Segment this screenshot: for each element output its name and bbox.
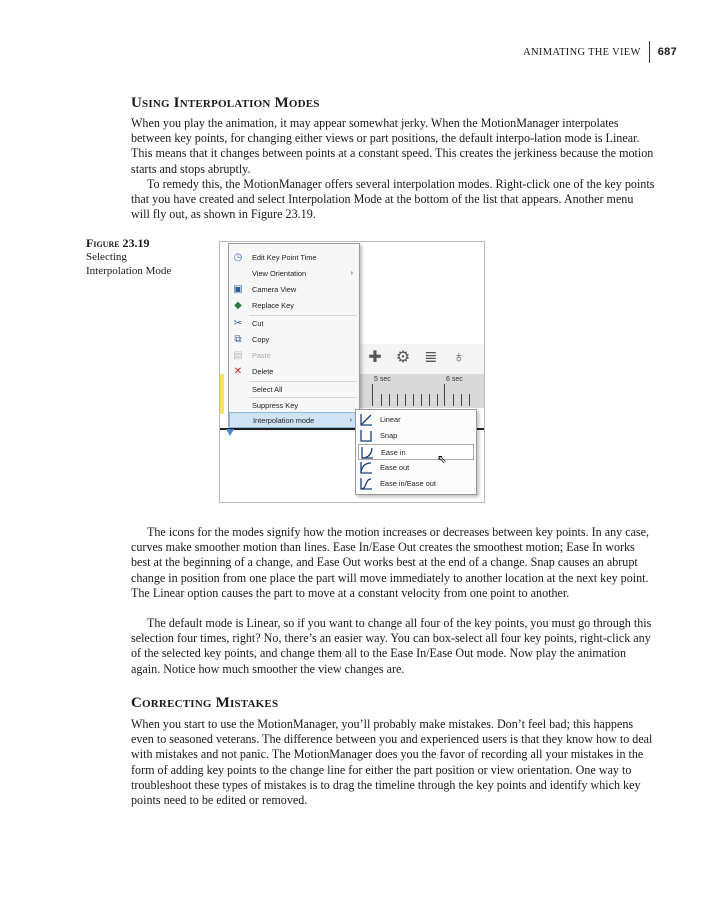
mouse-pointer-icon: ⇖ xyxy=(437,452,448,466)
scissors-icon: ✂ xyxy=(233,318,243,329)
running-head-title: ANIMATING THE VIEW xyxy=(523,46,641,58)
submenu-item-snap[interactable]: Snap xyxy=(358,428,474,444)
motor-icon: ⚙ xyxy=(395,349,411,366)
submenu-item-linear[interactable]: Linear xyxy=(358,412,474,428)
figure-label: Figure 23.19 xyxy=(86,236,150,250)
section-heading-interpolation: Using Interpolation Modes xyxy=(131,95,320,111)
menu-item-copy[interactable]: ⧉ Copy xyxy=(229,332,359,348)
menu-item-camera-view[interactable]: ▣ Camera View xyxy=(233,284,297,295)
menu-item-paste: ▤ Paste xyxy=(233,350,271,361)
menu-item-edit-key-point-time[interactable]: ◷ Edit Key Point Time xyxy=(233,252,317,263)
ruler-tick xyxy=(372,384,373,406)
timeline-highlight xyxy=(220,374,224,414)
figure-caption xyxy=(86,236,171,278)
context-menu xyxy=(228,243,360,427)
damper-icon: ♁ xyxy=(453,349,465,366)
paragraph-mistakes: When you start to use the MotionManager, you’ll probably make mistakes. Don’t feel bad; this happens even to seasoned veterans. The difference between you and experienced users is that they know how to deal with mistakes and not panic. The MotionManager does you the favor of recording all your mistakes in the form of adding key points to the change line for either the part position or view orientation. One way to troubleshoot these types of mistakes is to drag the timeline through the key points and identify which key points need to be edited or removed. xyxy=(131,717,653,808)
ruler-tick xyxy=(453,394,454,406)
menu-item-select-all[interactable]: Select All xyxy=(252,385,283,394)
menu-item-interpolation-mode[interactable]: Interpolation mode › xyxy=(229,412,359,428)
figure-caption-line-1: Selecting xyxy=(86,251,127,263)
ruler-tick xyxy=(461,394,462,406)
ruler-tick xyxy=(405,394,406,406)
menu-item-cut[interactable]: ✂ Cut xyxy=(233,318,264,329)
submenu-item-ease-out[interactable]: Ease out xyxy=(358,460,474,476)
clock-icon: ◷ xyxy=(233,252,243,263)
ruler-label-6sec: 6 sec xyxy=(446,376,463,383)
camera-icon: ▣ xyxy=(233,284,243,295)
linear-icon xyxy=(360,414,372,426)
ruler-tick xyxy=(389,394,390,406)
paragraph-icons: The icons for the modes signify how the motion increases or decreases between key points. In any case, curves make smoother motion than lines. Ease In/Ease Out creates the smoothest motion; Ease In works best at the beginning of a change, and Ease Out works best at the end of a change. Snap causes an abrupt change in position from one place the part will move immediately to another location at the next key point. The Linear option causes the part to move at a constant velocity from one point to another. xyxy=(131,525,650,600)
ruler-label-5sec: 5 sec xyxy=(374,376,391,383)
ease-in-icon xyxy=(361,447,373,459)
menu-item-delete[interactable]: ✕ Delete xyxy=(233,366,274,377)
replace-key-icon: ◆ xyxy=(234,300,242,311)
menu-item-view-orientation[interactable]: View Orientation › xyxy=(229,266,359,282)
interpolation-submenu xyxy=(355,409,477,495)
submenu-item-ease-in[interactable]: Ease in xyxy=(358,444,474,460)
menu-item-replace-key[interactable]: ◆ Replace Key xyxy=(229,298,359,314)
paragraph-remedy: To remedy this, the MotionManager offers several interpolation modes. Right-click one of the key points that you have created and select Interpolation Mode at the bottom of the list that appears. Another menu will fly out, as shown in Figure 23.19. xyxy=(131,177,655,222)
paragraph-intro: When you play the animation, it may appear somewhat jerky. When the MotionManager interpolates between key points, for changing either views or part positions, the default interpo-lation mode is Linear. This means that it changes between points at a constant speed. This creates the jerkiness because the motion starts and stops abruptly. xyxy=(131,116,654,176)
submenu-item-ease-in-ease-out[interactable]: Ease in/Ease out xyxy=(358,476,474,492)
ruler-tick xyxy=(421,394,422,406)
running-head-divider xyxy=(649,41,650,63)
running-head xyxy=(523,41,677,63)
chevron-right-icon: › xyxy=(349,417,352,424)
copy-icon: ⧉ xyxy=(234,334,242,345)
section-heading-correcting-mistakes: Correcting Mistakes xyxy=(131,695,279,711)
timeline-ruler[interactable] xyxy=(358,374,484,408)
ruler-tick xyxy=(429,394,430,406)
figure-caption-line-2: Interpolation Mode xyxy=(86,265,172,277)
figure-screenshot xyxy=(219,241,485,503)
page-number: 687 xyxy=(657,46,677,58)
paragraph-default-mode: The default mode is Linear, so if you want to change all four of the key points, you must go through this selection four times, right? No, there’s an easier way. You can box-select all four key points, right-click any of the selected key points, and change them all to the Ease In/Ease Out mode. Now play the animation again. Notice how much smoother the view changes are. xyxy=(131,616,652,676)
ruler-tick xyxy=(413,394,414,406)
ruler-tick xyxy=(397,394,398,406)
key-add-icon: ✚ xyxy=(368,349,382,366)
ruler-tick xyxy=(381,394,382,406)
paste-icon: ▤ xyxy=(233,350,243,361)
ruler-tick xyxy=(469,394,470,406)
ruler-tick xyxy=(444,384,445,406)
time-marker-icon[interactable] xyxy=(226,429,234,436)
chevron-right-icon: › xyxy=(350,270,353,277)
spring-icon: ≣ xyxy=(424,349,438,366)
delete-icon: ✕ xyxy=(233,366,243,377)
menu-item-suppress-key[interactable]: Suppress Key xyxy=(252,401,299,410)
ease-in-out-icon xyxy=(360,478,372,490)
ruler-tick xyxy=(437,394,438,406)
ease-out-icon xyxy=(360,462,372,474)
snap-icon xyxy=(360,430,372,442)
